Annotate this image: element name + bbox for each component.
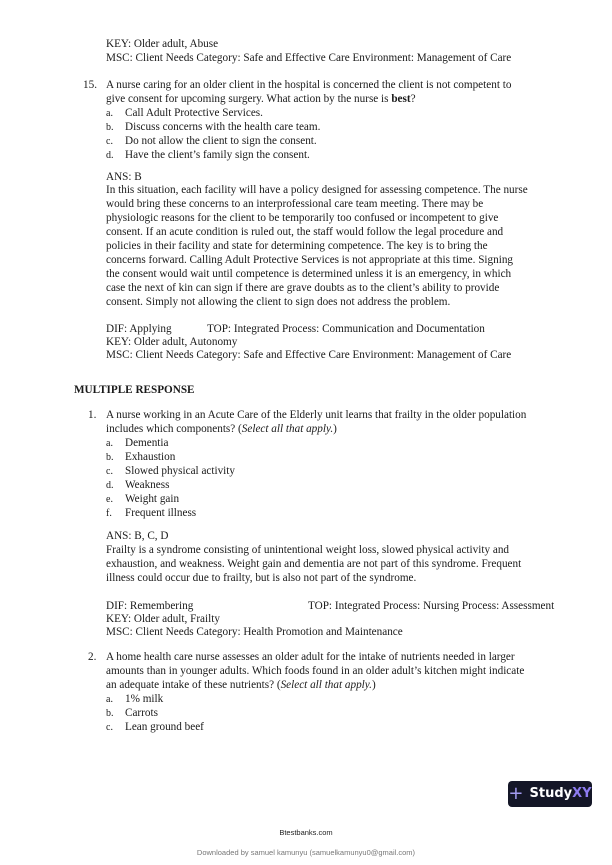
option-letter: a.: [106, 108, 113, 119]
key-line: KEY: Older adult, Autonomy: [106, 336, 238, 348]
option-letter: c.: [106, 466, 113, 477]
rationale-line: policies in their facility and state for determining competence. The key is to bring the: [106, 240, 488, 252]
rationale-line: case the next of kin can sign if there are grave doubts as to the client’s ability to provide: [106, 282, 500, 294]
rationale-line: consent. If an acute condition is ruled out, the staff would follow the legal procedure and: [106, 226, 504, 238]
rationale-line: Frailty is a syndrome consisting of unintentional weight loss, slowed physical activity and: [106, 544, 510, 556]
question-stem-line: amounts than in younger adults. Which foods found in an older adult’s kitchen might indicate: [106, 665, 525, 677]
option-letter: c.: [106, 136, 113, 147]
question-stem-line: A nurse caring for an older client in the hospital is concerned the client is not competent to: [106, 79, 512, 91]
option-text: Weakness: [125, 479, 170, 491]
rationale-line: concerns forward. Calling Adult Protective Services is not appropriate at this time. Signing: [106, 254, 514, 266]
rationale-line: In this situation, each facility will have a policy designed for assessing competence. The nurse: [106, 184, 528, 196]
option-text: Frequent illness: [125, 507, 197, 519]
option-letter: b.: [106, 708, 114, 719]
msc-line: MSC: Client Needs Category: Safe and Effective Care Environment: Management of Care: [106, 52, 512, 64]
question-number: 2.: [88, 651, 97, 663]
question-number: 15.: [83, 79, 97, 91]
question-stem-line: A home health care nurse assesses an older adult for the intake of nutrients needed in larger: [106, 651, 515, 663]
option-text: Slowed physical activity: [125, 465, 235, 477]
key-line: KEY: Older adult, Abuse: [106, 38, 219, 50]
answer-key: ANS: B, C, D: [106, 530, 169, 542]
rationale-line: illness could occur due to frailty, but is also not part of the syndrome.: [106, 572, 417, 584]
section-heading: MULTIPLE RESPONSE: [74, 384, 195, 396]
studyxy-badge[interactable]: [508, 781, 592, 807]
rationale-line: physiologic reasons for the client to be temporarily too confused or incompetent to give: [106, 212, 499, 224]
option-letter: a.: [106, 694, 113, 705]
option-text: Carrots: [125, 707, 158, 719]
topic: TOP: Integrated Process: Nursing Process: Assessment: [308, 600, 555, 612]
option-text: Have the client’s family sign the consent.: [125, 149, 310, 161]
question-stem-line: includes which components? (Select all that apply.): [106, 423, 337, 435]
option-letter: e.: [106, 494, 113, 505]
option-letter: f.: [106, 508, 112, 519]
option-text: 1% milk: [125, 693, 164, 705]
question-number: 1.: [88, 409, 97, 421]
question-stem-line: an adequate intake of these nutrients? (Select all that apply.): [106, 679, 376, 691]
option-letter: b.: [106, 452, 114, 463]
msc-line: MSC: Client Needs Category: Safe and Effective Care Environment: Management of Care: [106, 349, 512, 361]
rationale-line: the consent would wait until competence is determined unless it is an emergency, in which: [106, 268, 512, 280]
answer-key: ANS: B: [106, 171, 142, 183]
topic: TOP: Integrated Process: Communication and Documentation: [207, 323, 485, 335]
footer-site: Btestbanks.com: [279, 828, 333, 837]
option-letter: c.: [106, 722, 113, 733]
rationale-line: exhaustion, and weakness. Weight gain and dementia are not part of this syndrome. Frequent: [106, 558, 522, 570]
badge-label: StudyXY: [529, 785, 592, 801]
option-text: Do not allow the client to sign the consent.: [125, 135, 317, 147]
option-letter: d.: [106, 480, 114, 491]
question-stem-line: give consent for upcoming surgery. What action by the nurse is best?: [106, 93, 416, 105]
footer-downloaded-by: Downloaded by samuel kamunyu (samuelkamunyu0@gmail.com): [196, 848, 416, 857]
option-letter: b.: [106, 122, 114, 133]
option-text: Discuss concerns with the health care team.: [125, 121, 321, 133]
difficulty: DIF: Applying: [106, 323, 172, 335]
rationale-line: consent. Simply not allowing the client to sign does not address the problem.: [106, 296, 451, 308]
option-text: Call Adult Protective Services.: [125, 107, 263, 119]
option-text: Exhaustion: [125, 451, 176, 463]
option-text: Lean ground beef: [125, 721, 204, 733]
difficulty: DIF: Remembering: [106, 600, 194, 612]
key-line: KEY: Older adult, Frailty: [106, 613, 220, 625]
msc-line: MSC: Client Needs Category: Health Promotion and Maintenance: [106, 626, 403, 638]
option-letter: d.: [106, 150, 114, 161]
plus-icon: +: [508, 783, 524, 804]
rationale-line: would bring these concerns to an interprofessional care team meeting. There may be: [106, 198, 484, 210]
option-text: Dementia: [125, 437, 169, 449]
option-text: Weight gain: [125, 493, 180, 505]
option-letter: a.: [106, 438, 113, 449]
question-stem-line: A nurse working in an Acute Care of the Elderly unit learns that frailty in the older population: [106, 409, 527, 421]
